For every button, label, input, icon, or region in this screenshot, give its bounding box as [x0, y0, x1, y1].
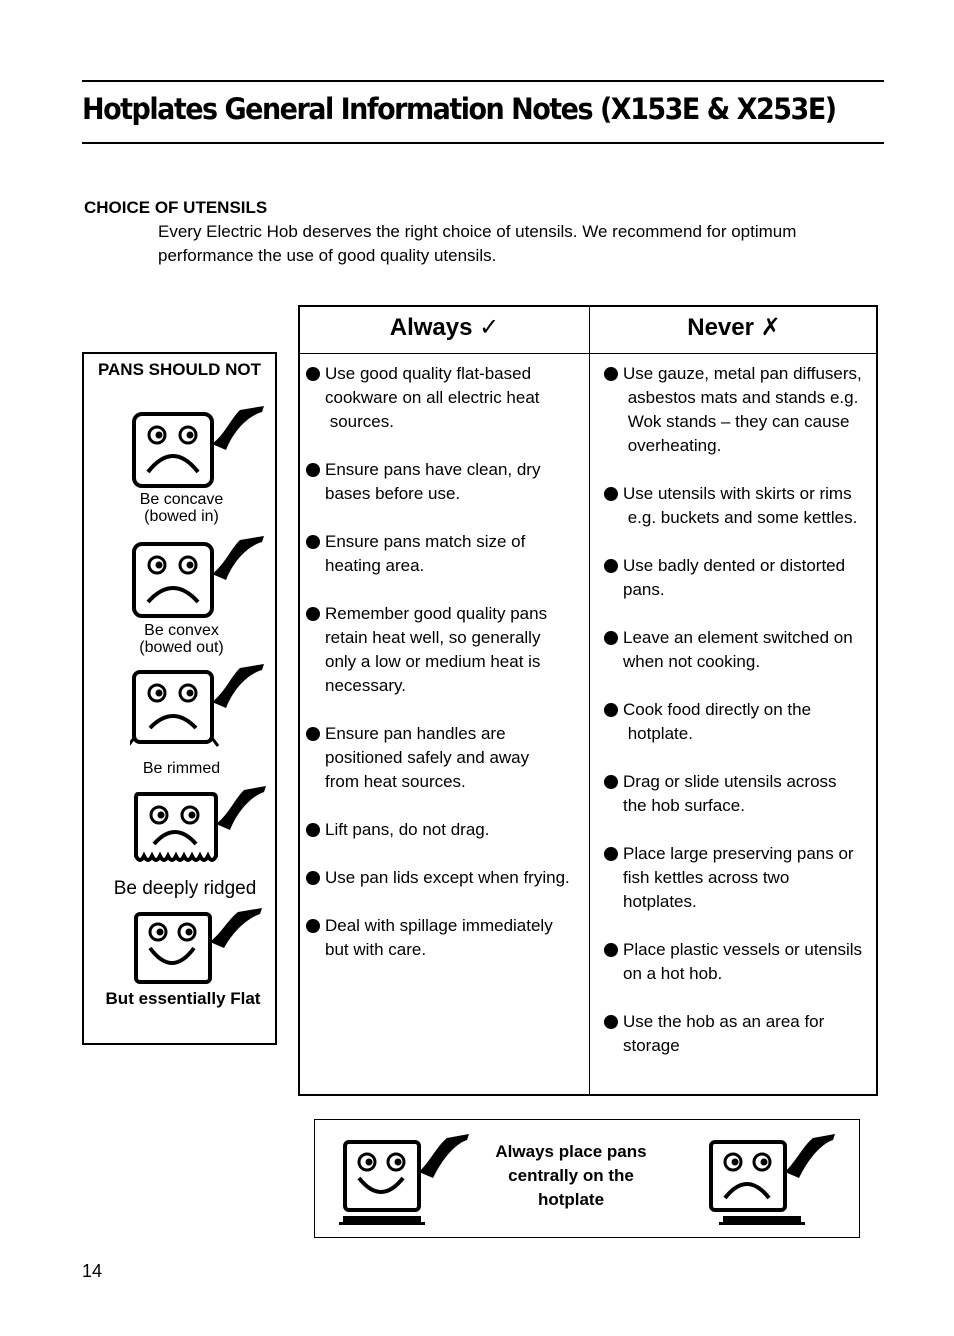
text-line: fish kettles across two — [623, 868, 790, 887]
always-never-table — [298, 305, 878, 1096]
panel-title: PANS SHOULD NOT — [97, 360, 262, 379]
bullet-icon — [306, 535, 320, 549]
list-item — [601, 938, 877, 986]
text-line: Use utensils with skirts or rims — [623, 484, 852, 503]
list-item — [303, 458, 589, 506]
intro-line: performance the use of good quality utensils. — [158, 246, 497, 265]
text-line: pans. — [623, 580, 665, 599]
bullet-icon — [306, 463, 320, 477]
bullet-icon — [604, 559, 618, 573]
happy-pan-on-hotplate-icon — [339, 1132, 473, 1230]
text-line: on a hot hob. — [623, 964, 723, 983]
pan-caption — [84, 491, 279, 525]
tip-text — [485, 1140, 657, 1212]
text-line: positioned safely and away — [325, 748, 530, 767]
pans-should-not-panel — [82, 352, 277, 1045]
list-item — [303, 914, 589, 962]
text-line: Deal with spillage immediately — [325, 916, 553, 935]
text-line: only a low or medium heat is — [325, 652, 541, 671]
text-line: retain heat well, so generally — [325, 628, 541, 647]
list-item — [601, 482, 877, 530]
text-line: Cook food directly on the — [623, 700, 812, 719]
bullet-icon — [604, 1015, 618, 1029]
text-line: Place large preserving pans or — [623, 844, 854, 863]
text-line: cookware on all electric heat — [325, 388, 540, 407]
pan-caption — [84, 990, 282, 1007]
text-line: Drag or slide utensils across — [623, 772, 837, 791]
text-line: from heat sources. — [325, 772, 466, 791]
text-line: Ensure pan handles are — [325, 724, 506, 743]
caption-line: But essentially Flat — [105, 989, 261, 1008]
bullet-icon — [604, 367, 618, 381]
always-header: Always ✓ — [389, 314, 500, 341]
text-line: storage — [623, 1036, 680, 1055]
text-line: but with care. — [325, 940, 427, 959]
column-divider — [589, 307, 590, 1094]
text-line: Use good quality flat-based — [325, 364, 532, 383]
never-header: Never ✗ — [687, 314, 781, 341]
page-title: Hotplates General Information Notes (X153E & X253E) — [82, 92, 836, 126]
list-item — [303, 602, 589, 698]
flat-pan-icon — [132, 908, 268, 988]
list-item — [303, 818, 589, 842]
list-item — [303, 362, 589, 434]
bullet-icon — [604, 775, 618, 789]
text-line: hotplate. — [623, 724, 693, 743]
text-line: Place plastic vessels or utensils — [623, 940, 863, 959]
page-number: 14 — [82, 1261, 103, 1281]
intro-paragraph — [158, 220, 878, 268]
bullet-icon — [604, 487, 618, 501]
caption-line: (bowed in) — [144, 508, 219, 525]
text-line: heating area. — [325, 556, 425, 575]
list-item — [303, 530, 589, 578]
header-rule — [300, 353, 876, 354]
list-item — [601, 842, 877, 914]
text-line: asbestos mats and stands e.g. — [623, 388, 859, 407]
bullet-icon — [306, 919, 320, 933]
bullet-icon — [604, 703, 618, 717]
list-item — [601, 626, 877, 674]
bullet-icon — [306, 607, 320, 621]
caption-line: (bowed out) — [139, 639, 224, 656]
tip-line: hotplate — [537, 1190, 605, 1209]
bullet-icon — [306, 871, 320, 885]
text-line: Use badly dented or distorted — [623, 556, 846, 575]
text-line: when not cooking. — [623, 652, 761, 671]
bullet-icon — [604, 943, 618, 957]
pan-caption — [84, 622, 279, 656]
text-line: Remember good quality pans — [325, 604, 548, 623]
text-line: e.g. buckets and some kettles. — [623, 508, 858, 527]
text-line: Use gauze, metal pan diffusers, — [623, 364, 862, 383]
list-item — [303, 722, 589, 794]
bullet-icon — [306, 823, 320, 837]
list-item — [601, 554, 877, 602]
bullet-icon — [306, 727, 320, 741]
ridged-pan-icon — [132, 784, 268, 870]
text-line: the hob surface. — [623, 796, 745, 815]
bullet-icon — [604, 847, 618, 861]
list-item — [601, 770, 877, 818]
text-line: hotplates. — [623, 892, 697, 911]
pan-caption — [84, 879, 286, 899]
always-list — [303, 362, 589, 986]
never-list — [601, 362, 877, 1082]
caption-line: Be concave — [139, 491, 224, 508]
text-line: Use the hob as an area for — [623, 1012, 825, 1031]
text-line: Leave an element switched on — [623, 628, 853, 647]
bullet-icon — [306, 367, 320, 381]
title-underline — [82, 142, 884, 144]
tip-line: centrally on the — [508, 1166, 634, 1185]
text-line: overheating. — [623, 436, 722, 455]
text-line: Use pan lids except when frying. — [325, 868, 570, 887]
text-line: Lift pans, do not drag. — [325, 820, 490, 839]
bullet-icon — [604, 631, 618, 645]
sad-pan-off-center-icon — [707, 1132, 841, 1230]
text-line: Ensure pans have clean, dry — [325, 460, 541, 479]
top-rule — [82, 80, 884, 82]
caption-line: Be deeply ridged — [113, 878, 257, 899]
centering-tip-box — [314, 1119, 860, 1238]
list-item — [601, 362, 877, 458]
text-line: bases before use. — [325, 484, 461, 503]
list-item — [601, 1010, 877, 1058]
intro-line: Every Electric Hob deserves the right choice of utensils. We recommend for optimum — [158, 222, 797, 241]
list-item — [601, 698, 877, 746]
section-heading: CHOICE OF UTENSILS — [84, 198, 268, 217]
rimmed-pan-icon — [130, 662, 266, 748]
concave-pan-icon — [130, 404, 266, 490]
convex-pan-icon — [130, 534, 266, 620]
caption-line: Be convex — [144, 622, 219, 639]
list-item — [303, 866, 589, 890]
text-line: sources. — [325, 412, 394, 431]
text-line: Ensure pans match size of — [325, 532, 526, 551]
pan-caption — [84, 760, 279, 777]
caption-line: Be rimmed — [142, 760, 221, 777]
text-line: Wok stands – they can cause — [623, 412, 850, 431]
text-line: necessary. — [325, 676, 406, 695]
tip-line: Always place pans — [495, 1142, 647, 1161]
